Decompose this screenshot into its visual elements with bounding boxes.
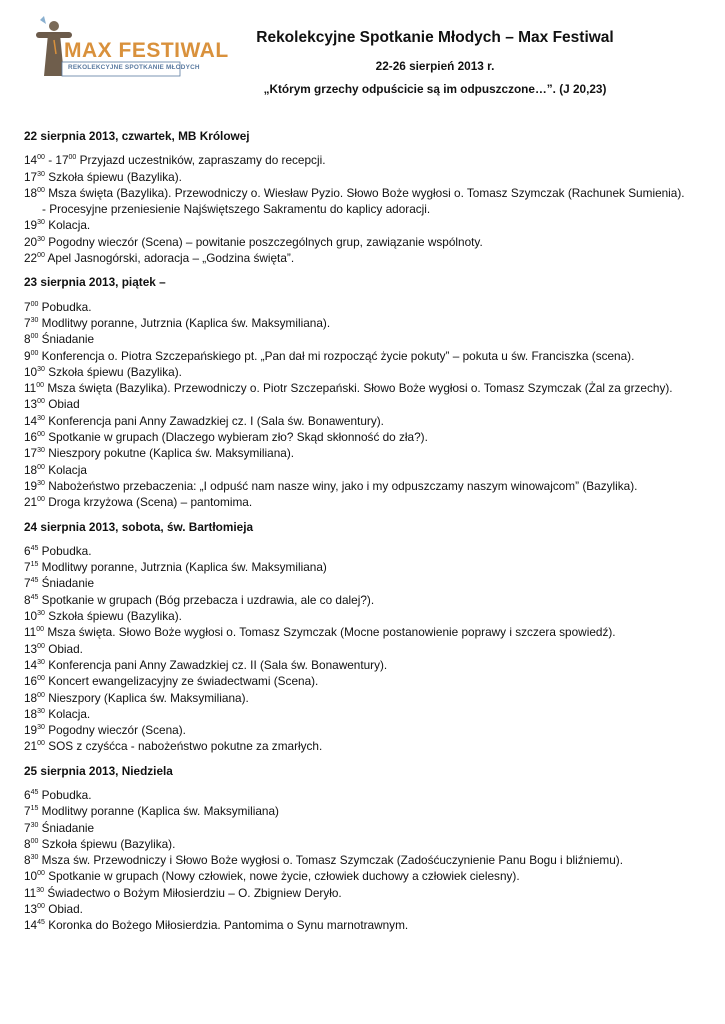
entry-hour: 19 bbox=[24, 723, 38, 738]
entry-hour: 20 bbox=[24, 234, 38, 249]
schedule-entry bbox=[24, 787, 714, 803]
entry-text: Msza święta (Bazylika). Przewodniczy o. Wiesław Pyzio. Słowo Boże wygłosi o. Tomasz Szymczak (Rachunek Sumienia). bbox=[44, 185, 685, 200]
entry-minutes: 30 bbox=[37, 447, 45, 455]
schedule-entry bbox=[24, 836, 714, 852]
entry-hour: 9 bbox=[24, 348, 31, 363]
schedule-entry bbox=[24, 803, 714, 819]
schedule-entry bbox=[24, 494, 714, 510]
entry-hour: 14 bbox=[24, 657, 38, 672]
entry-text: Modlitwy poranne, Jutrznia (Kaplica św. Maksymiliana). bbox=[38, 315, 331, 330]
entry-text: Msza święta (Bazylika). Przewodniczy o. Piotr Szczepański. Słowo Boże wygłosi o. Tomasz Szymczak (Żal za grzechy). bbox=[44, 381, 673, 396]
entry-text: Nabożeństwo przebaczenia: „I odpuść nam nasze winy, jako i my odpuszczamy naszym winowajcom” (Bazylika). bbox=[44, 478, 638, 493]
entry-hour: 19 bbox=[24, 478, 38, 493]
entry-hour: 18 bbox=[24, 462, 38, 477]
day-heading: 23 sierpnia 2013, piątek – bbox=[24, 275, 166, 290]
entry-hour: 14 bbox=[24, 413, 38, 428]
schedule-entry bbox=[24, 185, 714, 201]
entry-text: Kolacja bbox=[44, 462, 87, 477]
entry-text: Nieszpory (Kaplica św. Maksymiliana). bbox=[44, 690, 249, 705]
schedule bbox=[24, 128, 714, 942]
entry-text: - 17 bbox=[44, 153, 69, 168]
entry-minutes: 30 bbox=[36, 886, 45, 894]
entry-hour: 13 bbox=[24, 902, 38, 917]
entry-hour: 21 bbox=[24, 739, 38, 754]
logo-subtitle: REKOLEKCYJNE SPOTKANIE MŁODYCH bbox=[68, 64, 200, 71]
schedule-entry bbox=[24, 885, 714, 901]
schedule-entry bbox=[24, 429, 714, 445]
schedule-entry bbox=[24, 234, 714, 250]
schedule-entry bbox=[24, 152, 714, 168]
entry-minutes: 00 bbox=[37, 691, 45, 699]
entry-text: Msza święta. Słowo Boże wygłosi o. Tomasz Szymczak (Mocne postanowienie poprawy i szczera spowiedź). bbox=[44, 625, 616, 640]
schedule-entry bbox=[24, 917, 714, 933]
entry-hour: 10 bbox=[24, 869, 38, 884]
entry-minutes: 00 bbox=[37, 903, 45, 911]
entry-text: Szkoła śpiewu (Bazylika). bbox=[44, 609, 182, 624]
entry-minutes: 00 bbox=[37, 642, 45, 650]
entry-minutes: 00 bbox=[36, 626, 45, 634]
entry-hour: 7 bbox=[24, 299, 31, 314]
day-section bbox=[24, 519, 714, 755]
entry-minutes: 30 bbox=[37, 365, 45, 373]
entry-text: Droga krzyżowa (Scena) – pantomima. bbox=[44, 495, 253, 510]
entry-end-minutes: 00 bbox=[68, 154, 77, 162]
entry-hour: 13 bbox=[24, 641, 38, 656]
entry-text: Koncert ewangelizacyjny ze świadectwami (Scena). bbox=[44, 674, 319, 689]
entry-minutes: 00 bbox=[37, 740, 45, 748]
entry-text: Kolacja. bbox=[44, 218, 91, 233]
entry-text: Przyjazd uczestników, zapraszamy do recepcji. bbox=[76, 153, 326, 168]
entry-text: Szkoła śpiewu (Bazylika). bbox=[44, 364, 182, 379]
schedule-entry bbox=[24, 217, 714, 233]
entry-hour: 18 bbox=[24, 690, 38, 705]
entry-hour: 14 bbox=[24, 153, 38, 168]
entry-text: Pogodny wieczór (Scena) – powitanie poszczególnych grup, zawiązanie wspólnoty. bbox=[44, 234, 483, 249]
entry-hour: 8 bbox=[24, 592, 31, 607]
entry-hour: 18 bbox=[24, 185, 38, 200]
event-motto: „Którym grzechy odpuścicie są im odpuszczone…”. (J 20,23) bbox=[263, 82, 607, 96]
entry-minutes: 15 bbox=[30, 805, 39, 813]
schedule-entry bbox=[24, 348, 714, 364]
schedule-entry bbox=[24, 169, 714, 185]
entry-text: Obiad bbox=[44, 397, 80, 412]
entry-minutes: 45 bbox=[30, 577, 39, 585]
schedule-entry bbox=[24, 608, 714, 624]
entry-hour: 11 bbox=[24, 381, 37, 396]
entry-hour: 7 bbox=[24, 560, 31, 575]
festival-logo bbox=[34, 14, 229, 80]
entry-minutes: 00 bbox=[37, 870, 45, 878]
day-heading: 22 sierpnia 2013, czwartek, MB Królowej bbox=[24, 129, 250, 143]
entry-hour: 6 bbox=[24, 543, 31, 558]
schedule-entry bbox=[24, 396, 714, 412]
entry-text: Szkoła śpiewu (Bazylika). bbox=[38, 836, 176, 851]
entry-hour: 19 bbox=[24, 218, 38, 233]
entry-minutes: 30 bbox=[37, 170, 45, 178]
schedule-entry bbox=[24, 657, 714, 673]
entry-minutes: 30 bbox=[30, 821, 39, 829]
schedule-entry bbox=[24, 559, 714, 575]
entry-text: Pogodny wieczór (Scena). bbox=[44, 723, 186, 738]
entry-hour: 8 bbox=[24, 853, 31, 868]
day-section bbox=[24, 128, 714, 266]
entry-minutes: 30 bbox=[37, 479, 45, 487]
entry-minutes: 00 bbox=[37, 463, 45, 471]
entry-text: Śniadanie bbox=[38, 820, 95, 835]
schedule-entry bbox=[24, 690, 714, 706]
entry-text: Śniadanie bbox=[38, 576, 95, 591]
page-title: Rekolekcyjne Spotkanie Młodych – Max Festiwal bbox=[256, 29, 614, 46]
day-heading: 25 sierpnia 2013, Niedziela bbox=[24, 763, 173, 778]
entry-minutes: 15 bbox=[30, 561, 39, 569]
entry-hour: 16 bbox=[24, 430, 38, 445]
entry-hour: 22 bbox=[24, 251, 38, 266]
schedule-entry bbox=[24, 706, 714, 722]
entry-hour: 11 bbox=[24, 625, 37, 640]
entry-hour: 7 bbox=[24, 804, 31, 819]
day-section bbox=[24, 274, 714, 510]
entry-hour: 6 bbox=[24, 787, 31, 802]
schedule-entry bbox=[24, 478, 714, 494]
entry-text: Pobudka. bbox=[38, 299, 92, 314]
entry-hour: 17 bbox=[24, 446, 38, 461]
entry-text: Obiad. bbox=[44, 902, 83, 917]
schedule-entry bbox=[24, 413, 714, 429]
entry-minutes: 30 bbox=[30, 854, 39, 862]
schedule-entry bbox=[24, 462, 714, 478]
entry-text: Nieszpory pokutne (Kaplica św. Maksymiliana). bbox=[44, 446, 295, 461]
schedule-entry bbox=[24, 901, 714, 917]
entry-text: Modlitwy poranne, Jutrznia (Kaplica św. Maksymiliana) bbox=[38, 560, 327, 575]
entry-hour: 7 bbox=[24, 315, 31, 330]
entry-text: Spotkanie w grupach (Nowy człowiek, nowe życie, człowiek duchowy a człowiek cielesny). bbox=[44, 869, 520, 884]
schedule-entry bbox=[24, 299, 714, 315]
entry-text: - Procesyjne przeniesienie Najświętszego Sakramentu do kaplicy adoracji. bbox=[42, 202, 431, 217]
entry-text: Modlitwy poranne (Kaplica św. Maksymiliana) bbox=[38, 804, 279, 819]
entry-hour: 14 bbox=[24, 918, 38, 933]
entry-minutes: 00 bbox=[37, 186, 45, 194]
entry-minutes: 30 bbox=[37, 235, 45, 243]
entry-minutes: 00 bbox=[37, 675, 45, 683]
entry-minutes: 00 bbox=[37, 398, 45, 406]
entry-minutes: 45 bbox=[30, 544, 39, 552]
entry-hour: 13 bbox=[24, 397, 38, 412]
entry-minutes: 00 bbox=[36, 382, 45, 390]
schedule-entry bbox=[24, 315, 714, 331]
day-heading: 24 sierpnia 2013, sobota, św. Bartłomieja bbox=[24, 519, 254, 534]
logo-brand-text: MAX FESTIWAL bbox=[64, 39, 229, 62]
schedule-entry bbox=[24, 380, 714, 396]
entry-minutes: 00 bbox=[37, 252, 45, 260]
schedule-entry bbox=[24, 201, 714, 217]
schedule-entry bbox=[24, 250, 714, 266]
entry-text: Konferencja pani Anny Zawadzkiej cz. I (Sala św. Bonawentury). bbox=[44, 413, 384, 428]
entry-minutes: 30 bbox=[37, 658, 45, 666]
event-dates: 22-26 sierpień 2013 r. bbox=[375, 59, 495, 73]
entry-hour: 16 bbox=[24, 674, 38, 689]
entry-minutes: 00 bbox=[37, 431, 45, 439]
schedule-entry bbox=[24, 445, 714, 461]
schedule-entry bbox=[24, 364, 714, 380]
entry-minutes: 00 bbox=[30, 349, 39, 357]
entry-minutes: 00 bbox=[37, 154, 45, 162]
entry-hour: 10 bbox=[24, 609, 38, 624]
entry-minutes: 30 bbox=[37, 414, 45, 422]
entry-text: Spotkanie w grupach (Dlaczego wybieram zło? Skąd skłonność do zła?). bbox=[44, 430, 428, 445]
entry-minutes: 45 bbox=[30, 788, 39, 796]
entry-minutes: 00 bbox=[30, 837, 39, 845]
entry-text: Koronka do Bożego Miłosierdzia. Pantomima o Synu marnotrawnym. bbox=[44, 918, 409, 933]
schedule-entry bbox=[24, 868, 714, 884]
schedule-entry bbox=[24, 624, 714, 640]
schedule-entry bbox=[24, 852, 714, 868]
entry-hour: 7 bbox=[24, 820, 31, 835]
schedule-entry bbox=[24, 543, 714, 559]
entry-text: Pobudka. bbox=[38, 543, 92, 558]
entry-text: Śniadanie bbox=[38, 332, 95, 347]
entry-text: SOS z czyśćca - nabożeństwo pokutne za zmarłych. bbox=[44, 739, 323, 754]
entry-hour: 21 bbox=[24, 495, 38, 510]
entry-minutes: 00 bbox=[30, 300, 39, 308]
entry-text: Apel Jasnogórski, adoracja – „Godzina święta”. bbox=[44, 251, 295, 266]
day-section bbox=[24, 763, 714, 934]
entry-minutes: 30 bbox=[37, 610, 45, 618]
entry-hour: 10 bbox=[24, 364, 38, 379]
entry-hour: 18 bbox=[24, 706, 38, 721]
schedule-entry bbox=[24, 331, 714, 347]
entry-minutes: 00 bbox=[37, 496, 45, 504]
entry-minutes: 00 bbox=[30, 333, 39, 341]
document-header bbox=[215, 28, 655, 97]
entry-text: Obiad. bbox=[44, 641, 83, 656]
entry-text: Kolacja. bbox=[44, 706, 91, 721]
entry-hour: 8 bbox=[24, 332, 31, 347]
entry-minutes: 30 bbox=[30, 316, 39, 324]
schedule-entry bbox=[24, 641, 714, 657]
schedule-entry bbox=[24, 673, 714, 689]
entry-minutes: 45 bbox=[30, 593, 39, 601]
schedule-entry bbox=[24, 575, 714, 591]
entry-text: Msza św. Przewodniczy i Słowo Boże wygłosi o. Tomasz Szymczak (Zadośćuczynienie Panu Bogu i bliźniemu). bbox=[38, 853, 623, 868]
schedule-entry bbox=[24, 738, 714, 754]
entry-text: Świadectwo o Bożym Miłosierdziu – O. Zbigniew Deryło. bbox=[44, 885, 342, 900]
entry-hour: 7 bbox=[24, 576, 31, 591]
entry-minutes: 30 bbox=[37, 707, 45, 715]
schedule-entry bbox=[24, 722, 714, 738]
entry-text: Szkoła śpiewu (Bazylika). bbox=[44, 169, 182, 184]
entry-hour: 8 bbox=[24, 836, 31, 851]
entry-minutes: 45 bbox=[37, 919, 45, 927]
entry-hour: 17 bbox=[24, 169, 38, 184]
schedule-entry bbox=[24, 820, 714, 836]
schedule-entry bbox=[24, 592, 714, 608]
entry-hour: 11 bbox=[24, 885, 37, 900]
entry-text: Pobudka. bbox=[38, 787, 92, 802]
entry-text: Spotkanie w grupach (Bóg przebacza i uzdrawia, ale co dalej?). bbox=[38, 592, 375, 607]
entry-minutes: 30 bbox=[37, 724, 45, 732]
entry-text: Konferencja o. Piotra Szczepańskiego pt. „Pan dał mi rozpocząć życie pokuty” – pokuta u św. Franciszka (scena). bbox=[38, 348, 635, 363]
entry-minutes: 30 bbox=[37, 219, 45, 227]
entry-text: Konferencja pani Anny Zawadzkiej cz. II (Sala św. Bonawentury). bbox=[44, 657, 388, 672]
